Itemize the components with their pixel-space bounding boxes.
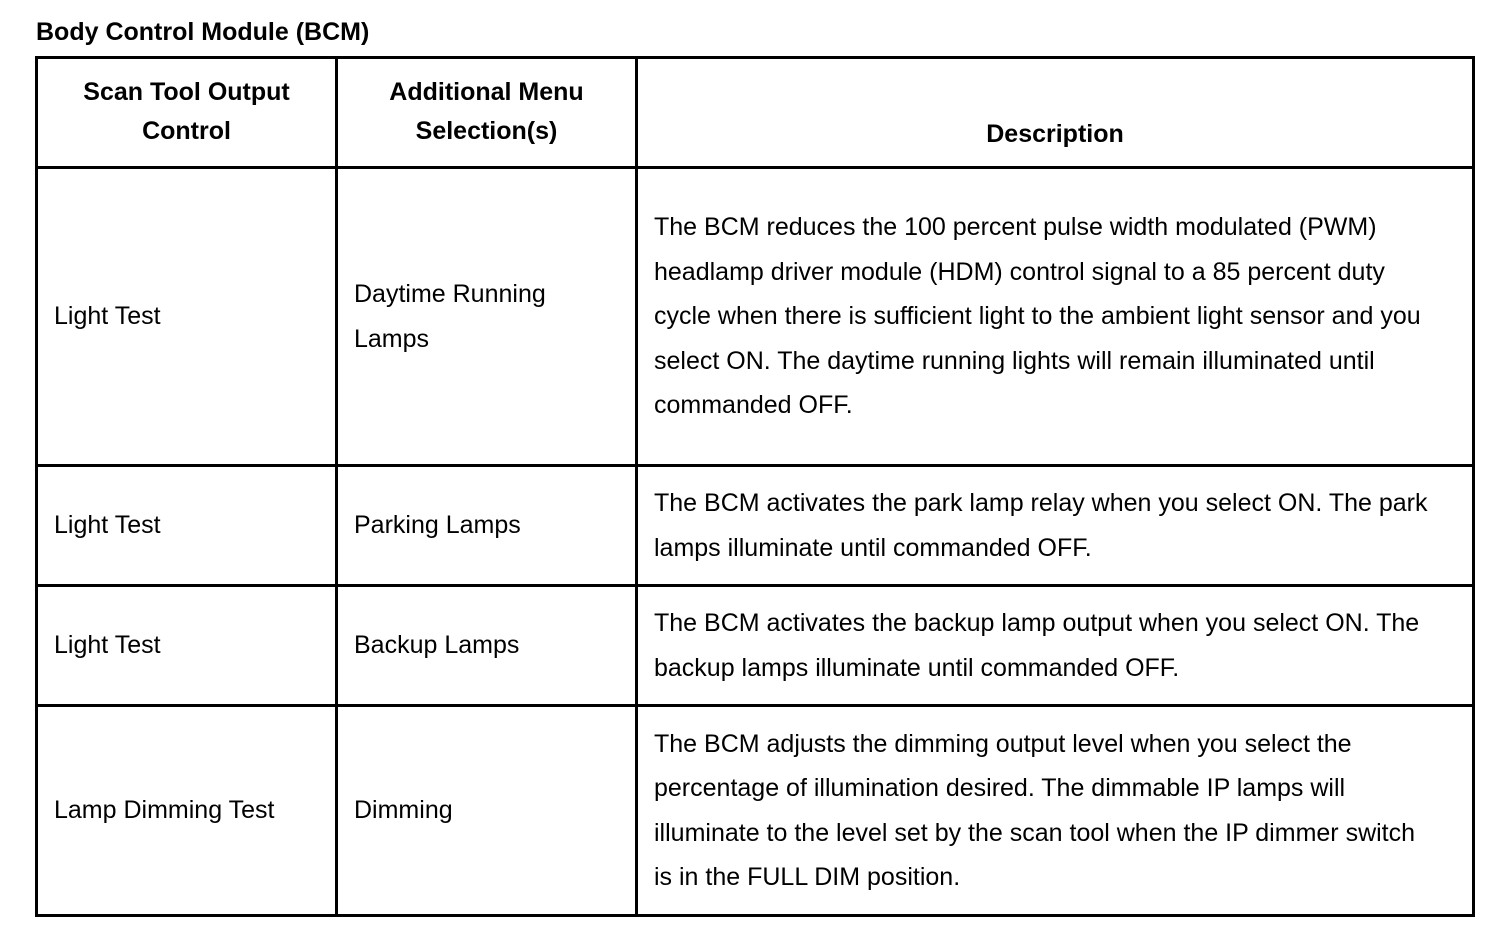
cell-description: The BCM activates the park lamp relay when you select ON. The park lamps illuminate until commanded OFF. xyxy=(637,466,1474,586)
cell-description: The BCM adjusts the dimming output level when you select the percentage of illumination desired. The dimmable IP lamps will illuminate to the level set by the scan tool when the IP dimmer switch is in the FULL DIM position. xyxy=(637,706,1474,916)
cell-menu-selection: Daytime Running Lamps xyxy=(337,168,637,466)
table-row xyxy=(37,168,1474,466)
cell-output-control: Light Test xyxy=(37,586,337,706)
cell-menu-selection: Parking Lamps xyxy=(337,466,637,586)
header-description: Description xyxy=(637,58,1474,168)
cell-output-control: Light Test xyxy=(37,168,337,466)
cell-menu-selection: Dimming xyxy=(337,706,637,916)
table-row xyxy=(37,466,1474,586)
table-row xyxy=(37,586,1474,706)
header-additional-menu-selections: Additional Menu Selection(s) xyxy=(337,58,637,168)
cell-description: The BCM activates the backup lamp output when you select ON. The backup lamps illuminate until commanded OFF. xyxy=(637,586,1474,706)
bcm-output-controls-table xyxy=(35,56,1475,917)
cell-output-control: Light Test xyxy=(37,466,337,586)
document-title: Body Control Module (BCM) xyxy=(36,18,370,46)
header-scan-tool-output-control: Scan Tool Output Control xyxy=(37,58,337,168)
cell-output-control: Lamp Dimming Test xyxy=(37,706,337,916)
cell-menu-selection: Backup Lamps xyxy=(337,586,637,706)
table-row xyxy=(37,706,1474,916)
table-header-row xyxy=(37,58,1474,168)
cell-description: The BCM reduces the 100 percent pulse width modulated (PWM) headlamp driver module (HDM) control signal to a 85 percent duty cycle when there is sufficient light to the ambient light sensor and you select ON. The daytime running lights will remain illuminated until commanded OFF. xyxy=(637,168,1474,466)
